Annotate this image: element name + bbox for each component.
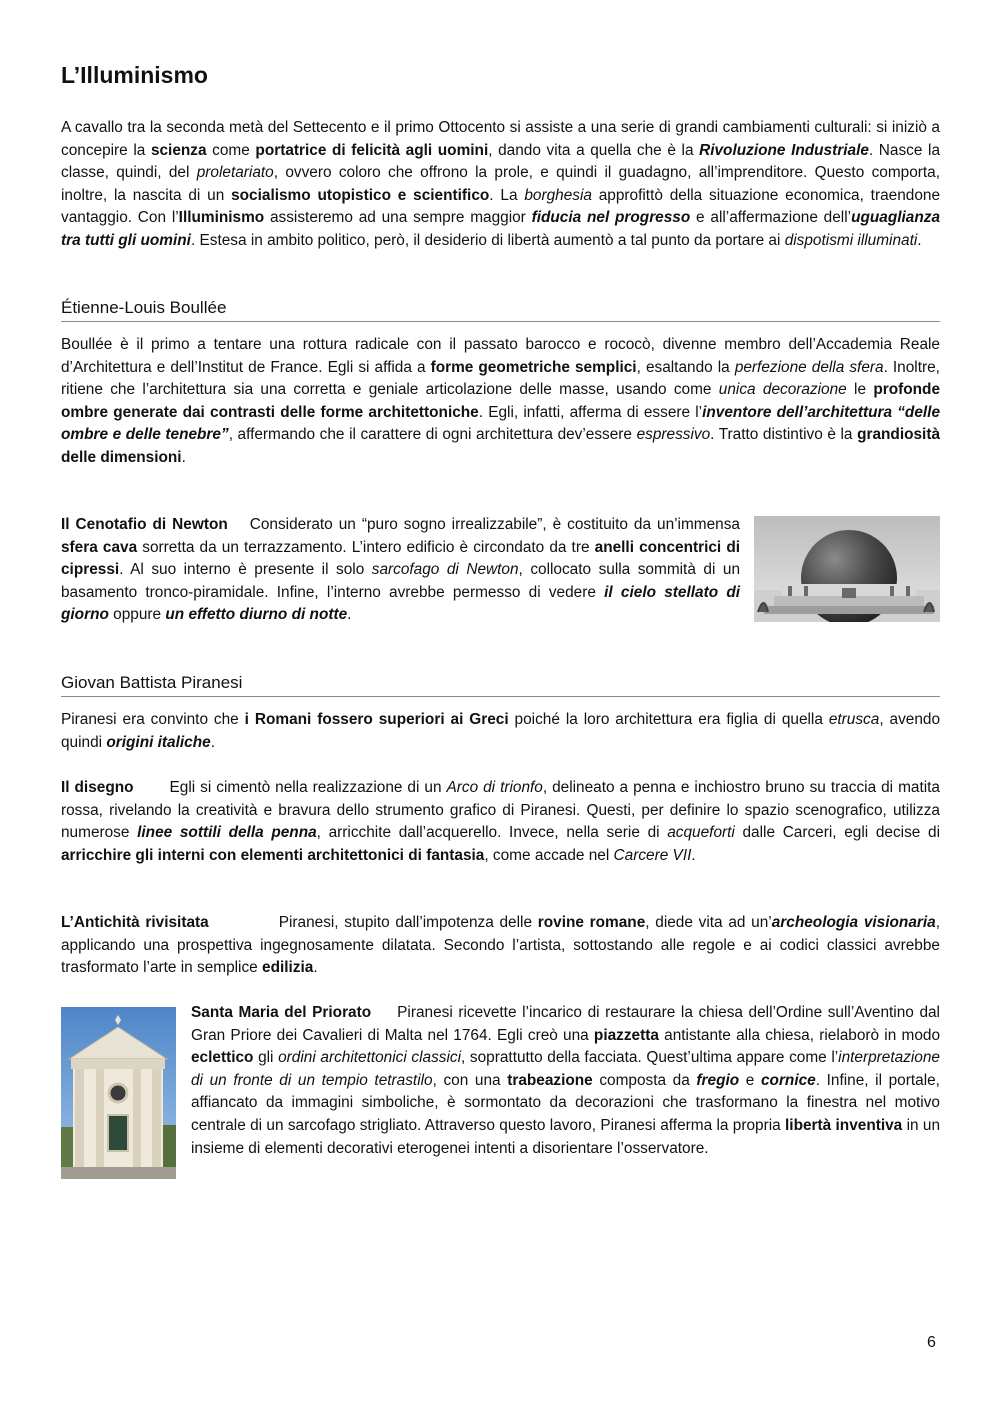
text-run: , diede vita ad un’ bbox=[645, 914, 772, 931]
text-run: . Inoltre, ritiene che l’architettura sia una corretta e geniale articolazione delle masse, usando come bbox=[61, 358, 940, 399]
antichita-label: L’Antichità rivisitata bbox=[61, 914, 209, 931]
piranesi-block bbox=[61, 709, 940, 754]
antichita-paragraph bbox=[61, 912, 940, 980]
text-run: e all’affermazione dell’ bbox=[690, 209, 852, 227]
text-run: socialismo utopistico e scientifico bbox=[231, 186, 490, 204]
text-run: e bbox=[739, 1071, 761, 1089]
text-run: sfera cava bbox=[61, 538, 138, 556]
cenotafio-image bbox=[754, 516, 940, 622]
text-run: come bbox=[206, 141, 256, 159]
intro-paragraph bbox=[61, 117, 940, 253]
text-run: portatrice di felicità agli uomini bbox=[255, 141, 489, 159]
text-run: . bbox=[313, 959, 318, 977]
text-run: origini italiche bbox=[106, 733, 211, 751]
text-run: ordini architettonici classici bbox=[278, 1049, 462, 1067]
text-run: , come accade nel bbox=[484, 846, 614, 864]
text-run: Piranesi era convinto che bbox=[61, 711, 245, 728]
text-run: , arricchite dall’acquerello. Invece, nella serie di bbox=[316, 824, 668, 842]
text-run: . Tratto distintivo è la bbox=[710, 426, 858, 444]
text-run: trabeazione bbox=[507, 1071, 593, 1089]
text-run: A cavallo tra la seconda metà del Settecento e il primo Ottocento si assiste a una serie di grandi cambiamenti culturali: si iniziò a concepire la bbox=[61, 119, 940, 159]
text-run: profonde ombre generate dai contrasti delle forme architettoniche bbox=[61, 381, 941, 421]
text-run: . La bbox=[489, 186, 525, 204]
section-heading-piranesi: Giovan Battista Piranesi bbox=[61, 673, 940, 697]
text-run: , affermando che il carattere di ogni architettura dev’essere bbox=[228, 426, 637, 444]
text-run: , avendo quindi bbox=[61, 711, 941, 751]
text-run: arricchire gli interni con elementi architettonici di fantasia bbox=[61, 846, 485, 864]
text-run: , soprattutto della facciata. Quest’ultima appare come l’ bbox=[461, 1049, 839, 1067]
text-run: Carcere VII bbox=[613, 846, 692, 864]
text-run: piazzetta bbox=[593, 1026, 659, 1044]
text-run: assisteremo ad una sempre maggior bbox=[264, 209, 532, 227]
boullee-paragraph bbox=[61, 334, 940, 470]
text-run: . Egli, infatti, afferma di essere l’ bbox=[478, 403, 703, 421]
text-run: interpretazione di un fronte di un tempio tetrastilo bbox=[191, 1049, 940, 1089]
text-run: espressivo bbox=[636, 426, 711, 444]
disegno-label: Il disegno bbox=[61, 779, 134, 796]
text-run: rovine romane bbox=[537, 914, 646, 931]
text-run: , dando vita a quella che è la bbox=[488, 141, 700, 159]
text-run: etrusca bbox=[828, 711, 880, 728]
text-run: fregio bbox=[696, 1071, 740, 1089]
text-run: , con una bbox=[432, 1071, 508, 1089]
text-run: composta da bbox=[592, 1071, 697, 1089]
text-run: Illuminismo bbox=[178, 209, 265, 227]
priorato-text bbox=[191, 1004, 940, 1157]
priorato-paragraph bbox=[191, 1002, 940, 1160]
text-run: scienza bbox=[150, 141, 207, 159]
text-run: in un insieme di elementi decorativi eterogenei intenti a disorientare l’osservatore. bbox=[191, 1116, 940, 1157]
text-run: Rivoluzione Industriale bbox=[699, 141, 869, 159]
text-run: archeologia visionaria bbox=[771, 914, 936, 931]
text-run: libertà inventiva bbox=[785, 1116, 903, 1134]
text-run: uguaglianza tra tutti gli uomini bbox=[61, 209, 941, 249]
text-run: antistante alla chiesa, rielaborò in modo bbox=[658, 1026, 940, 1044]
text-run: il cielo stellato di giorno bbox=[61, 583, 741, 624]
priorato-label: Santa Maria del Priorato bbox=[191, 1004, 372, 1021]
piranesi-paragraph bbox=[61, 709, 940, 754]
text-run: Piranesi ricevette l’incarico di restaurare la chiesa dell’Ordine sull’Aventino dal Gran Priore dei Cavalieri di Malta nel 1764. Egli creò una bbox=[191, 1004, 940, 1044]
text-run: , ovvero coloro che offrono la prole, e quindi il guadagno, all’imprenditore. Questo comporta, inoltre, la nascita di un bbox=[61, 164, 941, 204]
text-run: , esaltando la bbox=[636, 358, 735, 376]
priorato-block bbox=[191, 1002, 940, 1160]
text-run: i Romani fossero superiori ai Greci bbox=[244, 711, 509, 728]
text-run: cornice bbox=[760, 1071, 816, 1089]
text-run: perfezione della sfera bbox=[734, 358, 884, 376]
text-run: inventore dell’architettura “delle ombre e delle tenebre” bbox=[61, 403, 940, 444]
text-run: Considerato un “puro sogno irrealizzabile”, è costituito da un’immensa bbox=[249, 516, 740, 533]
text-run: un effetto diurno di notte bbox=[165, 606, 348, 624]
text-run: linee sottili della penna bbox=[137, 824, 317, 842]
text-run: oppure bbox=[108, 606, 166, 624]
text-run: eclettico bbox=[191, 1049, 254, 1067]
text-run: . bbox=[210, 733, 215, 751]
text-run: dispotismi illuminati bbox=[784, 231, 918, 249]
text-run: . Infine, il portale, affiancato da immagini simboliche, è sormontato da decorazioni che trasformano la finestra nel motivo centrale di un sarcofago strigliato. Attraverso questo lavoro, Piranesi afferma la propria bbox=[191, 1071, 940, 1134]
antichita-block bbox=[61, 912, 940, 980]
disegno-paragraph bbox=[61, 777, 940, 867]
text-run: forme geometriche semplici bbox=[430, 358, 637, 376]
text-run: anelli concentrici di cipressi bbox=[61, 538, 740, 579]
text-run: Arco di trionfo bbox=[446, 779, 543, 796]
text-run: unica decorazione bbox=[718, 381, 847, 399]
text-run: Egli si cimentò nella realizzazione di un bbox=[169, 779, 447, 796]
text-run: dalle Carceri, egli decise di bbox=[734, 824, 941, 842]
text-run: grandiosità delle dimensioni bbox=[61, 426, 941, 466]
intro-block bbox=[61, 117, 940, 253]
text-run: fiducia nel progresso bbox=[531, 209, 691, 227]
text-run: sarcofago di Newton bbox=[371, 561, 519, 579]
text-run: edilizia bbox=[262, 959, 314, 977]
text-run: . Nasce la classe, quindi, del bbox=[61, 141, 941, 182]
boullee-block bbox=[61, 334, 940, 470]
disegno-block bbox=[61, 777, 940, 867]
text-run: . bbox=[347, 606, 352, 624]
page-title: L’Illuminismo bbox=[61, 62, 208, 88]
text-run: , delineato a penna e inchiostro bruno su traccia di matita rossa, rivelando la creatività e bravura dello strumento grafico di Piranesi. Questi, per definire lo spazio scenografico, utilizza numerose bbox=[61, 779, 940, 842]
text-run: . Estesa in ambito politico, però, il desiderio di libertà aumentò a tal punto da portare ai bbox=[190, 231, 785, 249]
disegno-text bbox=[61, 779, 940, 864]
text-run: acqueforti bbox=[667, 824, 735, 842]
text-run: . bbox=[691, 846, 696, 864]
priorato-image bbox=[61, 1007, 176, 1179]
text-run: . Al suo interno è presente il solo bbox=[119, 561, 372, 579]
page-number: 6 bbox=[927, 1334, 936, 1351]
text-run: Piranesi, stupito dall’impotenza delle bbox=[278, 914, 538, 931]
section-heading-boullee: Étienne-Louis Boullée bbox=[61, 298, 940, 322]
text-run: approfittò della situazione economica, traendone vantaggio. Con l’ bbox=[61, 186, 941, 227]
cenotafio-paragraph bbox=[61, 514, 740, 627]
cenotafio-label: Il Cenotafio di Newton bbox=[61, 516, 228, 533]
text-run: proletariato bbox=[196, 164, 274, 182]
cenotafio-block bbox=[61, 514, 740, 627]
text-run: poiché la loro architettura era figlia di quella bbox=[508, 711, 829, 728]
text-run: gli bbox=[253, 1049, 279, 1067]
text-run: . bbox=[181, 448, 186, 466]
text-run: sorretta da un terrazzamento. L’intero edificio è circondato da tre bbox=[137, 538, 595, 556]
text-run: . bbox=[917, 231, 922, 249]
text-run: le bbox=[846, 381, 874, 399]
text-run: Boullée è il primo a tentare una rottura radicale con il passato barocco e rococò, divenne membro dell’Accademia Reale d’Architettura e dell’Institut de France. Egli si affida a bbox=[61, 336, 940, 376]
text-run: , applicando una prospettiva ingegnosamente dilatata. Secondo l’artista, sottostando alle regole e ai codici classici avrebbe trasformato l’arte in semplice bbox=[61, 914, 940, 977]
text-run: , collocato sulla sommità di un basamento tronco-piramidale. Infine, l’interno avrebbe permesso di vedere bbox=[61, 561, 741, 601]
text-run: borghesia bbox=[524, 186, 592, 204]
